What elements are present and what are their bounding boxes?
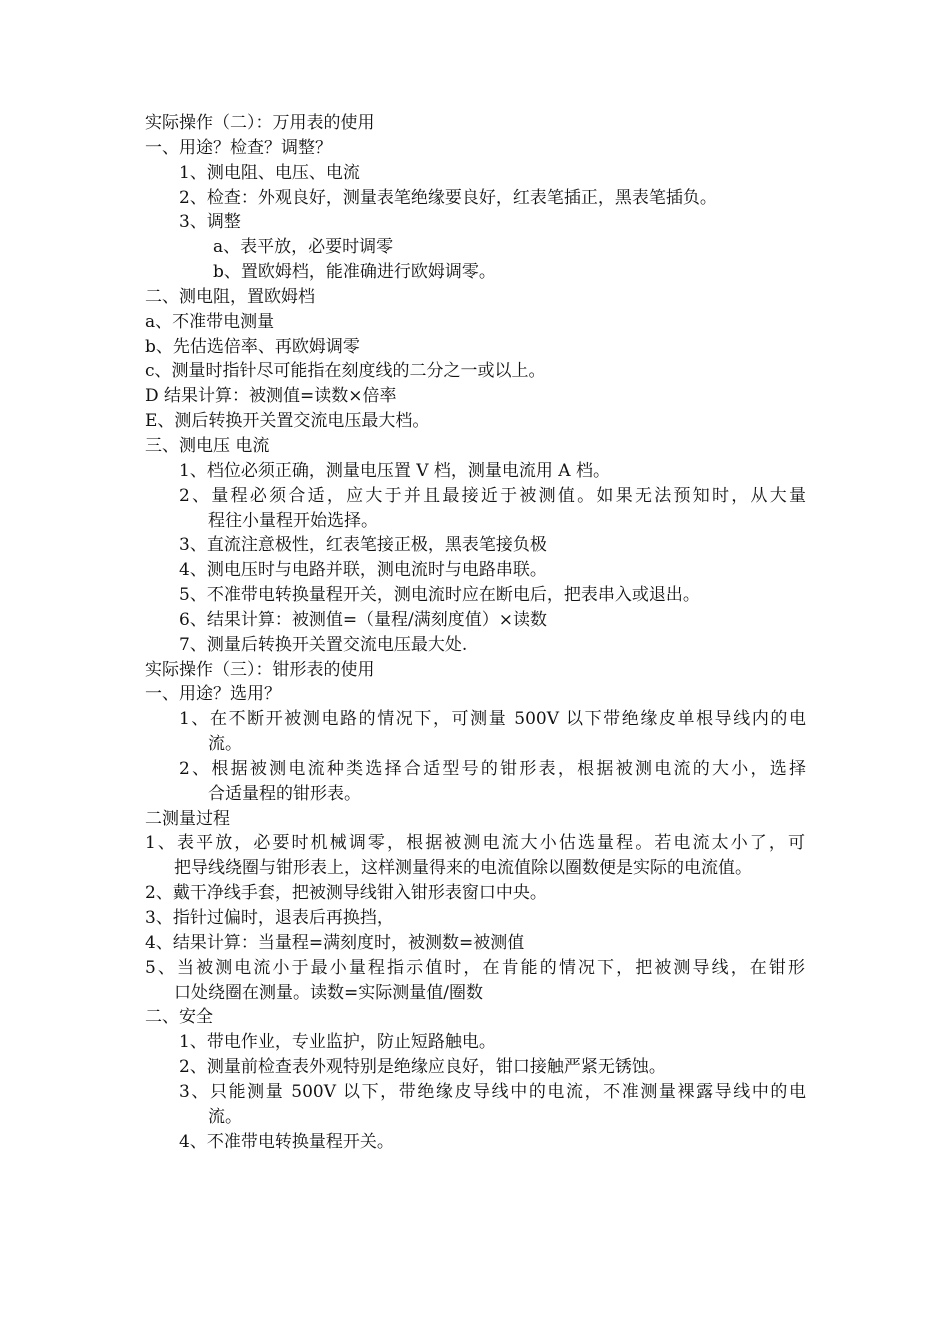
sub-list-item: b、置欧姆档，能准确进行欧姆调零。 bbox=[213, 262, 496, 283]
list-item: 4、结果计算：当量程=满刻度时，被测数=被测值 bbox=[145, 932, 525, 953]
section-title-multimeter: 实际操作（二）：万用表的使用 bbox=[145, 113, 375, 133]
list-item: 1、测电阻、电压、电流 bbox=[179, 162, 360, 183]
document-page bbox=[0, 111, 950, 1154]
sub-list-item: a、表平放，必要时调零 bbox=[213, 237, 394, 258]
list-item: 3、调整 bbox=[179, 212, 241, 233]
list-item: a、不准带电测量 bbox=[145, 311, 275, 332]
list-item: 1、档位必须正确，测量电压置 V 档，测量电流用 A 档。 bbox=[179, 460, 610, 481]
list-item: 1、表平放，必要时机械调零，根据被测电流大小估选量程。若电流太小了，可 bbox=[145, 833, 805, 854]
list-item: 5、当被测电流小于最小量程指示值时，在肯能的情况下，把被测导线，在钳形 bbox=[145, 957, 805, 978]
heading-purpose-selection: 一、用途？选用？ bbox=[145, 684, 281, 705]
list-item: 2、量程必须合适，应大于并且最接近于被测值。如果无法预知时，从大量 bbox=[179, 485, 806, 506]
heading-measure-voltage-current: 三、测电压 电流 bbox=[145, 435, 270, 456]
list-item: 1、带电作业，专业监护，防止短路触电。 bbox=[179, 1032, 496, 1053]
list-item: 3、指针过偏时，退表后再换挡， bbox=[145, 908, 394, 928]
list-item: 5、不准带电转换量程开关，测电流时应在断电后，把表串入或退出。 bbox=[179, 585, 700, 606]
list-item: 2、检查：外观良好，测量表笔绝缘要良好，红表笔插正，黑表笔插负。 bbox=[179, 187, 717, 208]
list-item: 2、戴干净线手套，把被测导线钳入钳形表窗口中央。 bbox=[145, 883, 547, 904]
list-item: 3、直流注意极性，红表笔接正极，黑表笔接负极 bbox=[179, 535, 547, 556]
list-item-continuation: 流。 bbox=[208, 1106, 242, 1127]
list-item: 3、只能测量 500V 以下，带绝缘皮导线中的电流，不准测量裸露导线中的电 bbox=[179, 1081, 806, 1102]
list-item: 2、测量前检查表外观特别是绝缘应良好，钳口接触严紧无锈蚀。 bbox=[179, 1057, 666, 1078]
heading-safety: 二、安全 bbox=[145, 1007, 213, 1028]
heading-measure-resistance: 二、测电阻，置欧姆档 bbox=[145, 286, 315, 307]
list-item-continuation: 把导线绕圈与钳形表上，这样测量得来的电流值除以圈数便是实际的电流值。 bbox=[174, 858, 752, 879]
list-item-continuation: 合适量程的钳形表。 bbox=[208, 783, 361, 804]
list-item: b、先估选倍率、再欧姆调零 bbox=[145, 336, 360, 357]
list-item: 6、结果计算：被测值=（量程/满刻度值）×读数 bbox=[179, 609, 548, 630]
list-item-continuation: 口处绕圈在测量。读数=实际测量值/圈数 bbox=[174, 982, 483, 1003]
list-item: 4、测电压时与电路并联，测电流时与电路串联。 bbox=[179, 560, 547, 581]
list-item: 1、在不断开被测电路的情况下，可测量 500V 以下带绝缘皮单根导线内的电 bbox=[179, 709, 806, 730]
list-item: c、测量时指针尽可能指在刻度线的二分之一或以上。 bbox=[145, 361, 546, 382]
list-item: 4、不准带电转换量程开关。 bbox=[179, 1131, 394, 1152]
list-item-continuation: 程往小量程开始选择。 bbox=[208, 510, 378, 531]
heading-measurement-process: 二测量过程 bbox=[145, 808, 230, 829]
heading-purpose-check-adjust: 一、用途？检查？调整？ bbox=[145, 137, 332, 158]
section-title-clamp-meter: 实际操作（三）：钳形表的使用 bbox=[145, 659, 375, 680]
list-item: 2、根据被测电流种类选择合适型号的钳形表，根据被测电流的大小，选择 bbox=[179, 758, 806, 779]
list-item: E、测后转换开关置交流电压最大档。 bbox=[145, 411, 430, 432]
list-item: 7、测量后转换开关置交流电压最大处. bbox=[179, 634, 468, 655]
list-item: D 结果计算：被测值=读数×倍率 bbox=[145, 386, 397, 407]
list-item-continuation: 流。 bbox=[208, 734, 242, 755]
